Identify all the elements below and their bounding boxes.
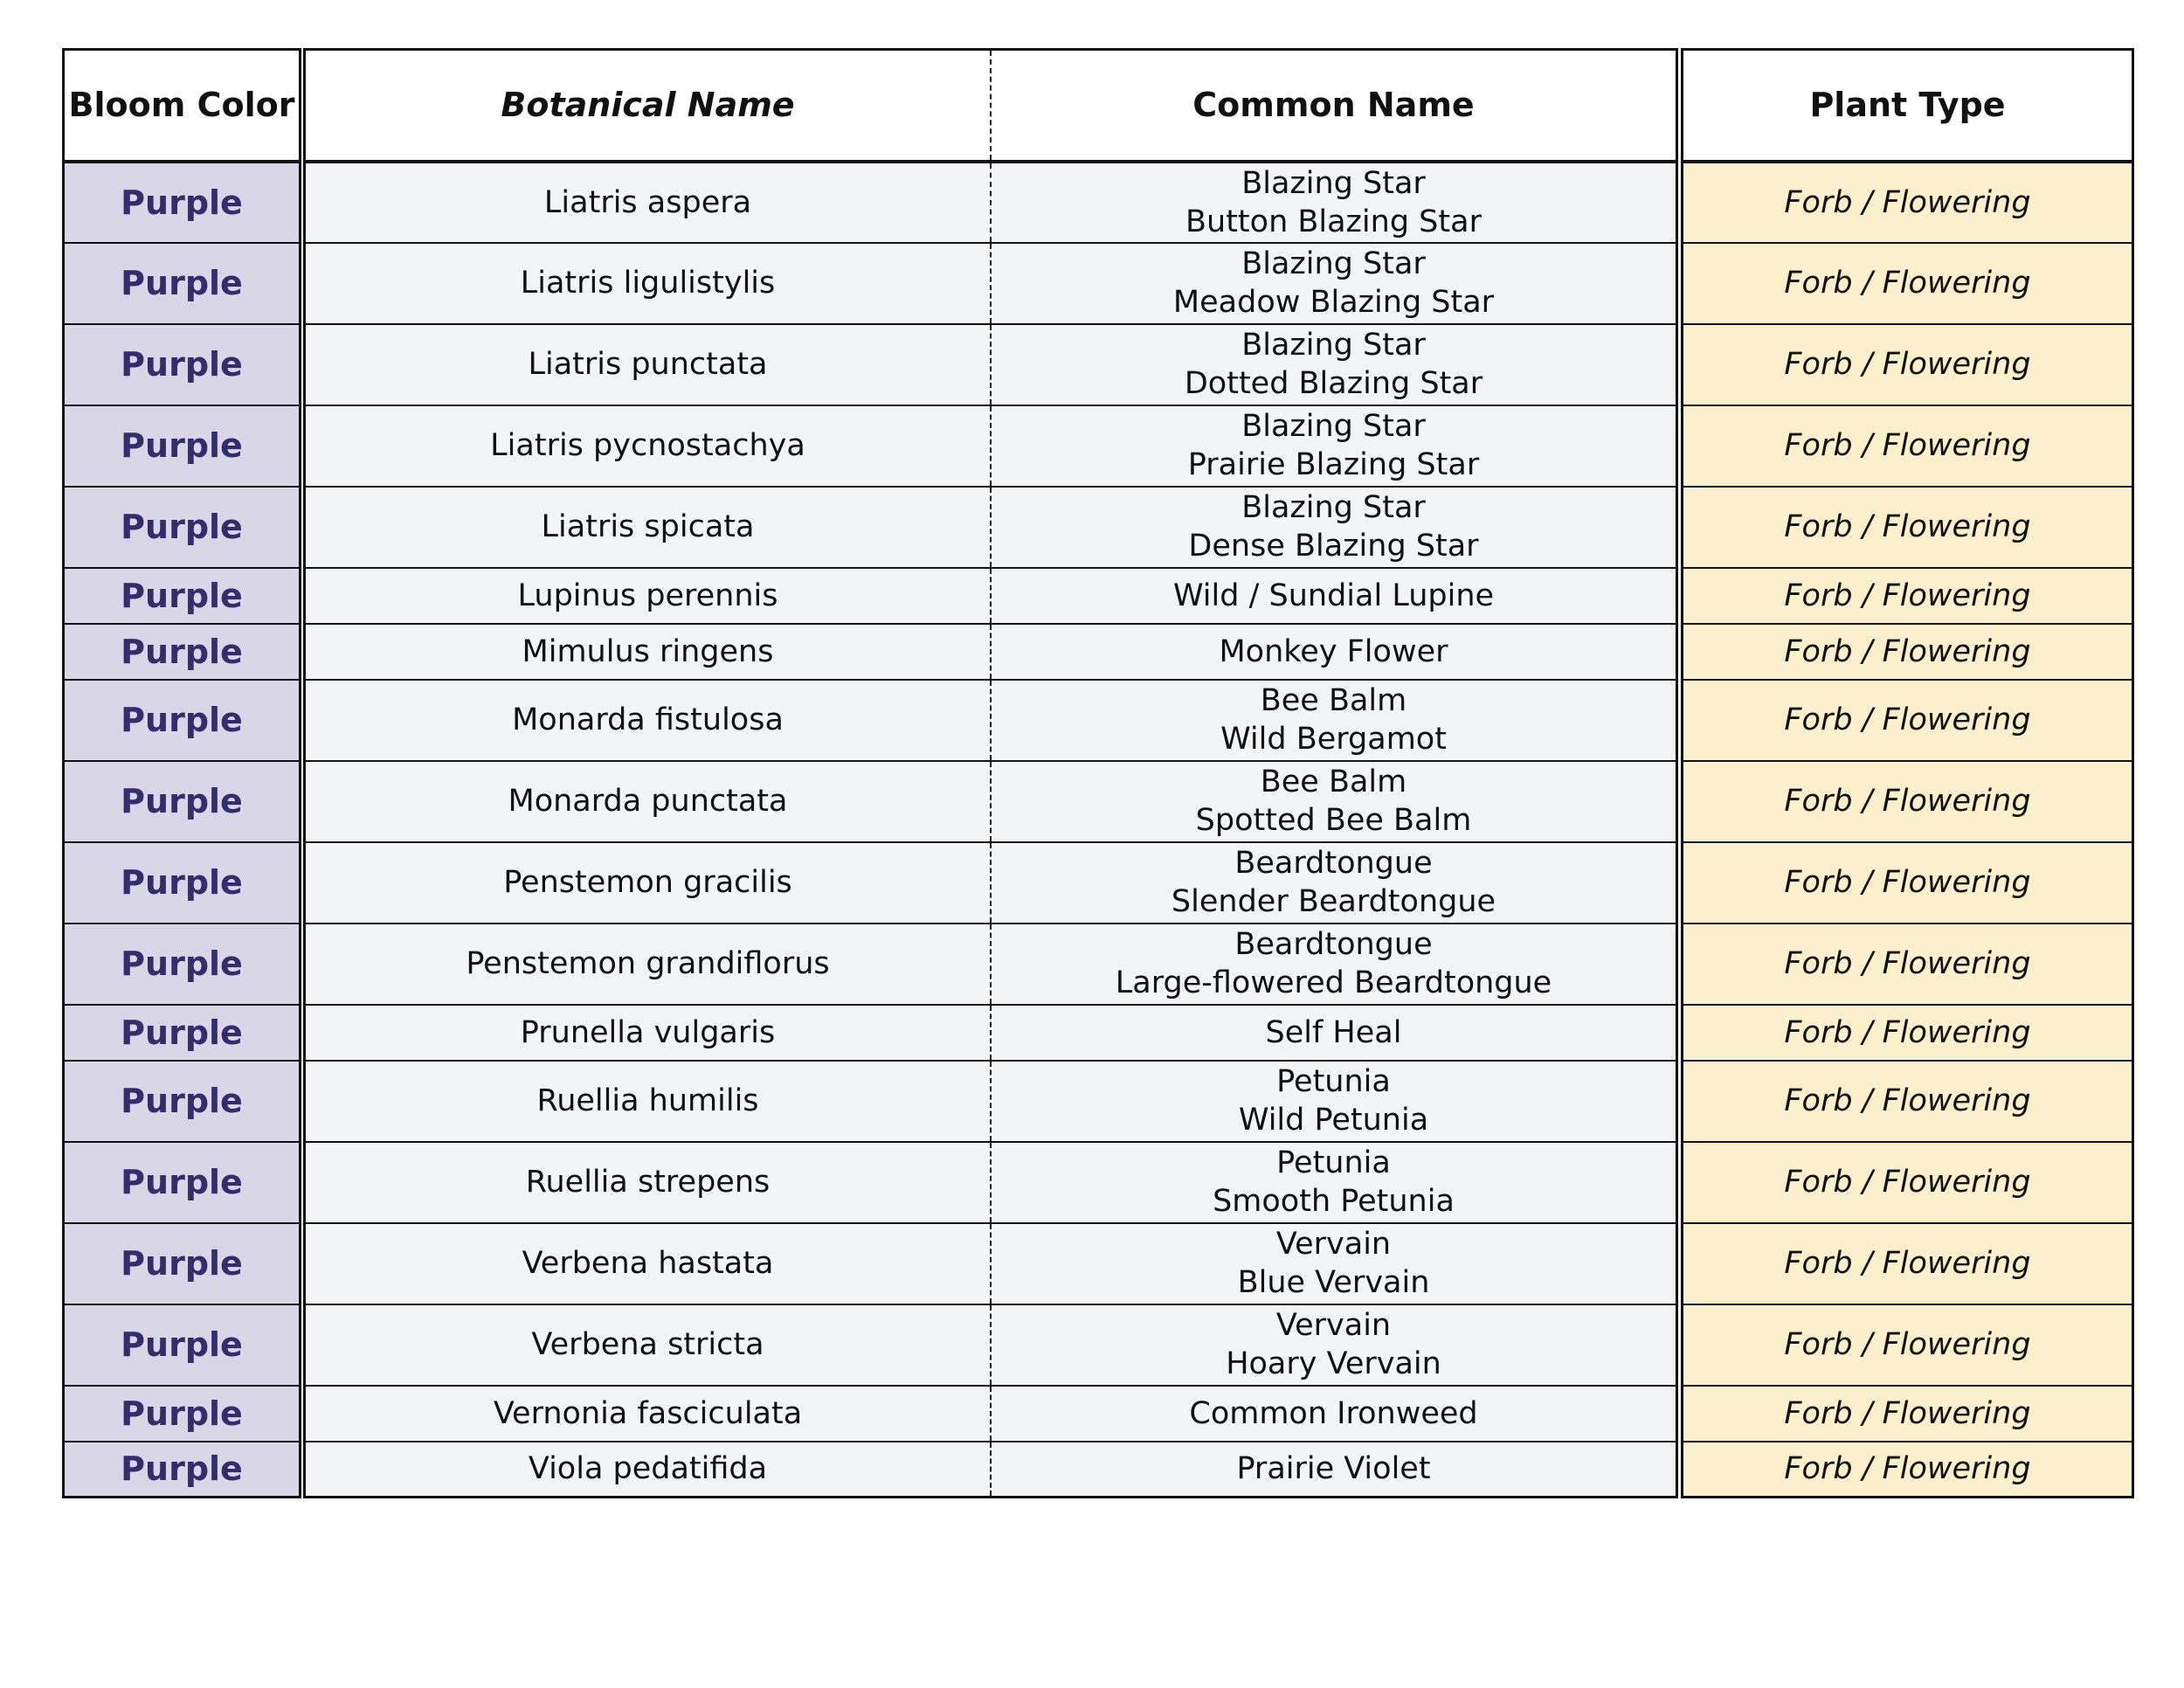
common-name-cell — [991, 243, 1677, 324]
common-name-line: Smooth Petunia — [1213, 1184, 1455, 1219]
botanical-name-cell: Liatris pycnostachya — [305, 405, 992, 487]
header-row — [64, 50, 301, 162]
common-name-cell — [991, 324, 1677, 405]
bloom-color-cell: Purple — [64, 324, 301, 405]
plant-type-cell: Forb / Flowering — [1683, 1142, 2133, 1223]
plant-type-cell: Forb / Flowering — [1683, 568, 2133, 624]
bloom-color-cell: Purple — [64, 1142, 301, 1223]
table-row — [64, 243, 301, 324]
common-name-line: Blazing Star — [1241, 409, 1426, 444]
bloom-color-cell: Purple — [64, 1304, 301, 1386]
bloom-color-cell: Purple — [64, 842, 301, 924]
table-row — [64, 680, 301, 761]
bloom-color-cell: Purple — [64, 568, 301, 624]
table-row — [1683, 1304, 2133, 1386]
common-name-cell — [991, 1304, 1677, 1386]
common-name-line: Hoary Vervain — [1226, 1346, 1441, 1381]
plant-type-cell: Forb / Flowering — [1683, 842, 2133, 924]
plant-type-cell: Forb / Flowering — [1683, 1304, 2133, 1386]
table-row — [64, 487, 301, 568]
botanical-name-cell: Penstemon gracilis — [305, 842, 992, 924]
plant-type-header: Plant Type — [1683, 50, 2133, 162]
table-row — [64, 568, 301, 624]
table-row — [305, 324, 1677, 405]
botanical-name-cell: Lupinus perennis — [305, 568, 992, 624]
bloom-color-header: Bloom Color — [64, 50, 301, 162]
header-row — [305, 50, 1677, 162]
table-row — [305, 761, 1677, 842]
botanical-name-cell: Liatris spicata — [305, 487, 992, 568]
table-row — [64, 1061, 301, 1142]
bloom-color-cell: Purple — [64, 1386, 301, 1442]
table-row — [1683, 680, 2133, 761]
common-name-cell — [991, 568, 1677, 624]
table-row — [64, 405, 301, 487]
common-name-line: Common Ironweed — [1189, 1395, 1478, 1431]
plant-type-cell: Forb / Flowering — [1683, 1061, 2133, 1142]
plant-type-body — [1683, 162, 2133, 1498]
botanical-name-cell: Prunella vulgaris — [305, 1005, 992, 1061]
table-row — [1683, 1386, 2133, 1442]
plant-type-cell: Forb / Flowering — [1683, 162, 2133, 243]
bloom-color-cell: Purple — [64, 624, 301, 680]
table-row — [64, 1005, 301, 1061]
common-name-line: Vervain — [1275, 1227, 1392, 1262]
common-name-line: Blazing Star — [1241, 165, 1426, 201]
table-row — [64, 1142, 301, 1223]
common-name-cell — [991, 1142, 1677, 1223]
plant-type-table — [1681, 48, 2134, 1498]
bloom-color-cell: Purple — [64, 761, 301, 842]
table-row — [64, 924, 301, 1005]
common-name-cell — [991, 1442, 1677, 1498]
table-row — [305, 1061, 1677, 1142]
common-name-cell — [991, 761, 1677, 842]
plant-type-cell: Forb / Flowering — [1683, 243, 2133, 324]
common-name-line: Bee Balm — [1260, 683, 1407, 718]
table-row — [1683, 761, 2133, 842]
bloom-color-cell: Purple — [64, 405, 301, 487]
table-row — [305, 1386, 1677, 1442]
table-row — [305, 924, 1677, 1005]
botanical-name-cell: Ruellia humilis — [305, 1061, 992, 1142]
table-row — [1683, 405, 2133, 487]
table-row — [305, 1005, 1677, 1061]
bloom-color-body — [64, 162, 301, 1498]
common-name-cell — [991, 924, 1677, 1005]
table-row — [305, 1223, 1677, 1304]
plant-type-cell: Forb / Flowering — [1683, 324, 2133, 405]
botanical-name-cell: Liatris punctata — [305, 324, 992, 405]
table-row — [64, 324, 301, 405]
table-row — [1683, 487, 2133, 568]
common-name-line: Beardtongue — [1234, 846, 1433, 881]
common-name-cell — [991, 1386, 1677, 1442]
common-name-line: Blue Vervain — [1237, 1265, 1430, 1300]
table-row — [64, 162, 301, 243]
common-name-line: Button Blazing Star — [1185, 204, 1482, 239]
table-row — [64, 1304, 301, 1386]
bloom-color-cell: Purple — [64, 1061, 301, 1142]
common-name-cell — [991, 842, 1677, 924]
table-row — [64, 761, 301, 842]
common-name-line: Large-flowered Beardtongue — [1115, 965, 1552, 1000]
plant-type-cell: Forb / Flowering — [1683, 1005, 2133, 1061]
table-row — [1683, 924, 2133, 1005]
common-name-line: Monkey Flower — [1219, 633, 1448, 669]
botanical-name-cell: Penstemon grandiflorus — [305, 924, 992, 1005]
common-name-line: Dense Blazing Star — [1188, 529, 1479, 564]
botanical-name-cell: Verbena stricta — [305, 1304, 992, 1386]
table-row — [1683, 162, 2133, 243]
common-name-line: Slender Beardtongue — [1171, 884, 1496, 919]
botanical-name-cell: Monarda fistulosa — [305, 680, 992, 761]
common-name-line: Blazing Star — [1241, 246, 1426, 281]
bloom-color-cell: Purple — [64, 1223, 301, 1304]
botanical-name-cell: Mimulus ringens — [305, 624, 992, 680]
table-row — [305, 1442, 1677, 1498]
common-name-line: Vervain — [1275, 1308, 1392, 1343]
plant-type-cell: Forb / Flowering — [1683, 761, 2133, 842]
plant-type-cell: Forb / Flowering — [1683, 1386, 2133, 1442]
names-table — [303, 48, 1678, 1498]
common-name-line: Blazing Star — [1241, 328, 1426, 363]
table-row — [305, 487, 1677, 568]
common-name-line: Spotted Bee Balm — [1195, 803, 1472, 838]
plant-type-cell: Forb / Flowering — [1683, 1223, 2133, 1304]
table-row — [64, 1223, 301, 1304]
table-row — [1683, 324, 2133, 405]
table-row — [1683, 1223, 2133, 1304]
table-row — [1683, 624, 2133, 680]
table-row — [64, 842, 301, 924]
bloom-color-cell: Purple — [64, 162, 301, 243]
bloom-color-cell: Purple — [64, 924, 301, 1005]
table-row — [305, 842, 1677, 924]
bloom-color-cell: Purple — [64, 680, 301, 761]
common-name-cell — [991, 405, 1677, 487]
common-name-line: Wild Bergamot — [1220, 722, 1447, 757]
common-name-cell — [991, 1005, 1677, 1061]
common-name-line: Beardtongue — [1234, 927, 1433, 962]
common-name-line: Prairie Violet — [1236, 1451, 1431, 1487]
table-row — [1683, 1442, 2133, 1498]
table-row — [305, 568, 1677, 624]
botanical-name-cell: Ruellia strepens — [305, 1142, 992, 1223]
common-name-line: Wild Petunia — [1238, 1103, 1429, 1138]
table-row — [64, 1386, 301, 1442]
botanical-name-header: Botanical Name — [305, 50, 992, 162]
table-row — [305, 624, 1677, 680]
common-name-header: Common Name — [991, 50, 1677, 162]
common-name-cell — [991, 1223, 1677, 1304]
table-row — [305, 405, 1677, 487]
common-name-cell — [991, 487, 1677, 568]
bloom-color-cell: Purple — [64, 1005, 301, 1061]
table-row — [1683, 243, 2133, 324]
table-row — [64, 624, 301, 680]
common-name-line: Petunia — [1276, 1145, 1391, 1180]
table-row — [1683, 1061, 2133, 1142]
table-row — [305, 680, 1677, 761]
common-name-cell — [991, 624, 1677, 680]
plant-type-cell: Forb / Flowering — [1683, 405, 2133, 487]
table-row — [1683, 1005, 2133, 1061]
common-name-line: Petunia — [1276, 1064, 1391, 1099]
table-row — [305, 1142, 1677, 1223]
common-name-line: Self Heal — [1265, 1014, 1402, 1050]
plant-type-cell: Forb / Flowering — [1683, 924, 2133, 1005]
common-name-cell — [991, 162, 1677, 243]
common-name-line: Dotted Blazing Star — [1184, 366, 1483, 401]
common-name-line: Blazing Star — [1241, 490, 1426, 525]
common-name-line: Wild / Sundial Lupine — [1172, 578, 1495, 613]
table-row — [305, 162, 1677, 243]
header-row — [1683, 50, 2133, 162]
plant-type-cell: Forb / Flowering — [1683, 680, 2133, 761]
plant-type-cell: Forb / Flowering — [1683, 487, 2133, 568]
botanical-name-cell: Monarda punctata — [305, 761, 992, 842]
botanical-name-cell: Vernonia fasciculata — [305, 1386, 992, 1442]
table-row — [305, 1304, 1677, 1386]
botanical-name-cell: Verbena hastata — [305, 1223, 992, 1304]
bloom-color-cell: Purple — [64, 1442, 301, 1498]
table-row — [305, 243, 1677, 324]
table-row — [1683, 1142, 2133, 1223]
table-row — [1683, 842, 2133, 924]
botanical-name-cell: Viola pedatifida — [305, 1442, 992, 1498]
bloom-color-cell: Purple — [64, 243, 301, 324]
names-body — [305, 162, 1677, 1498]
common-name-line: Bee Balm — [1260, 764, 1407, 799]
plant-type-cell: Forb / Flowering — [1683, 624, 2133, 680]
bloom-color-cell: Purple — [64, 487, 301, 568]
common-name-line: Prairie Blazing Star — [1187, 447, 1480, 482]
table-row — [64, 1442, 301, 1498]
botanical-name-cell: Liatris aspera — [305, 162, 992, 243]
common-name-cell — [991, 1061, 1677, 1142]
bloom-color-table — [62, 48, 301, 1498]
common-name-cell — [991, 680, 1677, 761]
botanical-name-cell: Liatris ligulistylis — [305, 243, 992, 324]
plant-type-cell: Forb / Flowering — [1683, 1442, 2133, 1498]
table-row — [1683, 568, 2133, 624]
common-name-line: Meadow Blazing Star — [1172, 285, 1495, 320]
